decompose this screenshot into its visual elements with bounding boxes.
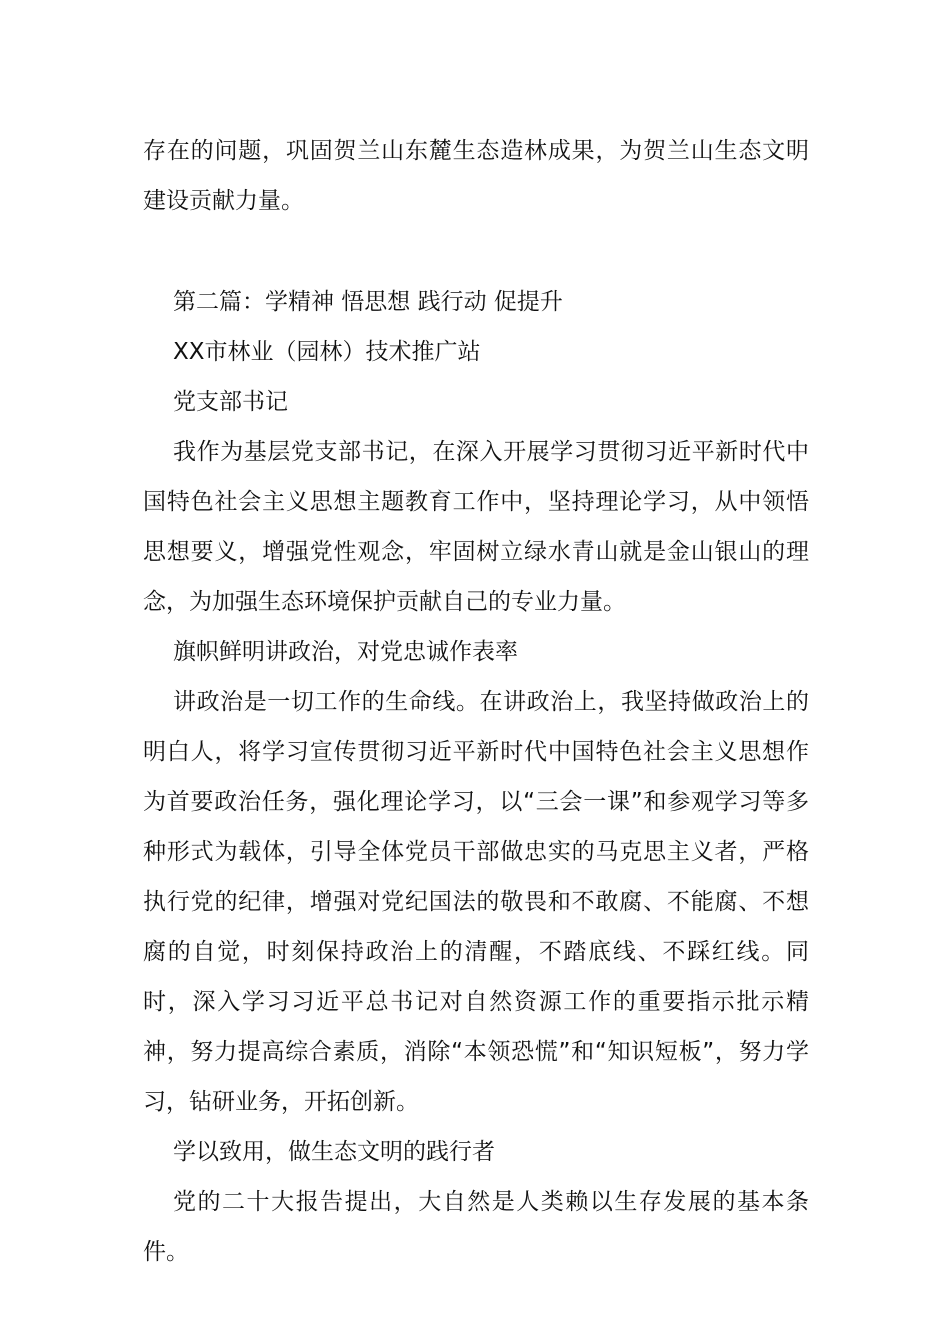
author-role: 党支部书记 (173, 389, 288, 415)
section-spacer (143, 226, 809, 277)
intro-paragraph: 我作为基层党支部书记，在深入开展学习贯彻习近平新时代中国特色社会主义思想主题教育工作中，坚持理论学习，从中领悟思想要义，增强党性观念，牢固树立绿水青山就是金山银山的理念，为加强生态环境保护贡献自己的专业力量。 (143, 439, 809, 615)
article-title: 第二篇：学精神 悟思想 践行动 促提升 (173, 289, 563, 315)
section-heading-politics: 旗帜鲜明讲政治，对党忠诚作表率 (173, 639, 518, 665)
paragraph-continuation: 存在的问题，巩固贺兰山东麓生态造林成果，为贺兰山生态文明建设贡献力量。 (143, 138, 809, 214)
politics-paragraph: 讲政治是一切工作的生命线。在讲政治上，我坚持做政治上的明白人，将学习宣传贯彻习近平新时代中国特色社会主义思想作为首要政治任务，强化理论学习，以“三会一课”和参观学习等多种形式为载体，引导全体党员干部做忠实的马克思主义者，严格执行党的纪律，增强对党纪国法的敬畏和不敢腐、不能腐、不想腐的自觉，时刻保持政治上的清醒，不踏底线、不踩红线。同时，深入学习习近平总书记对自然资源工作的重要指示批示精神，努力提高综合素质，消除“本领恐慌”和“知识短板”，努力学习，钻研业务，开拓创新。 (143, 689, 809, 1115)
ecology-paragraph: 党的二十大报告提出，大自然是人类赖以生存发展的基本条件。 (143, 1189, 809, 1265)
author-organization: XX市林业（园林）技术推广站 (173, 339, 481, 365)
section-heading-ecology: 学以致用，做生态文明的践行者 (173, 1139, 495, 1165)
document-body (143, 126, 809, 1277)
